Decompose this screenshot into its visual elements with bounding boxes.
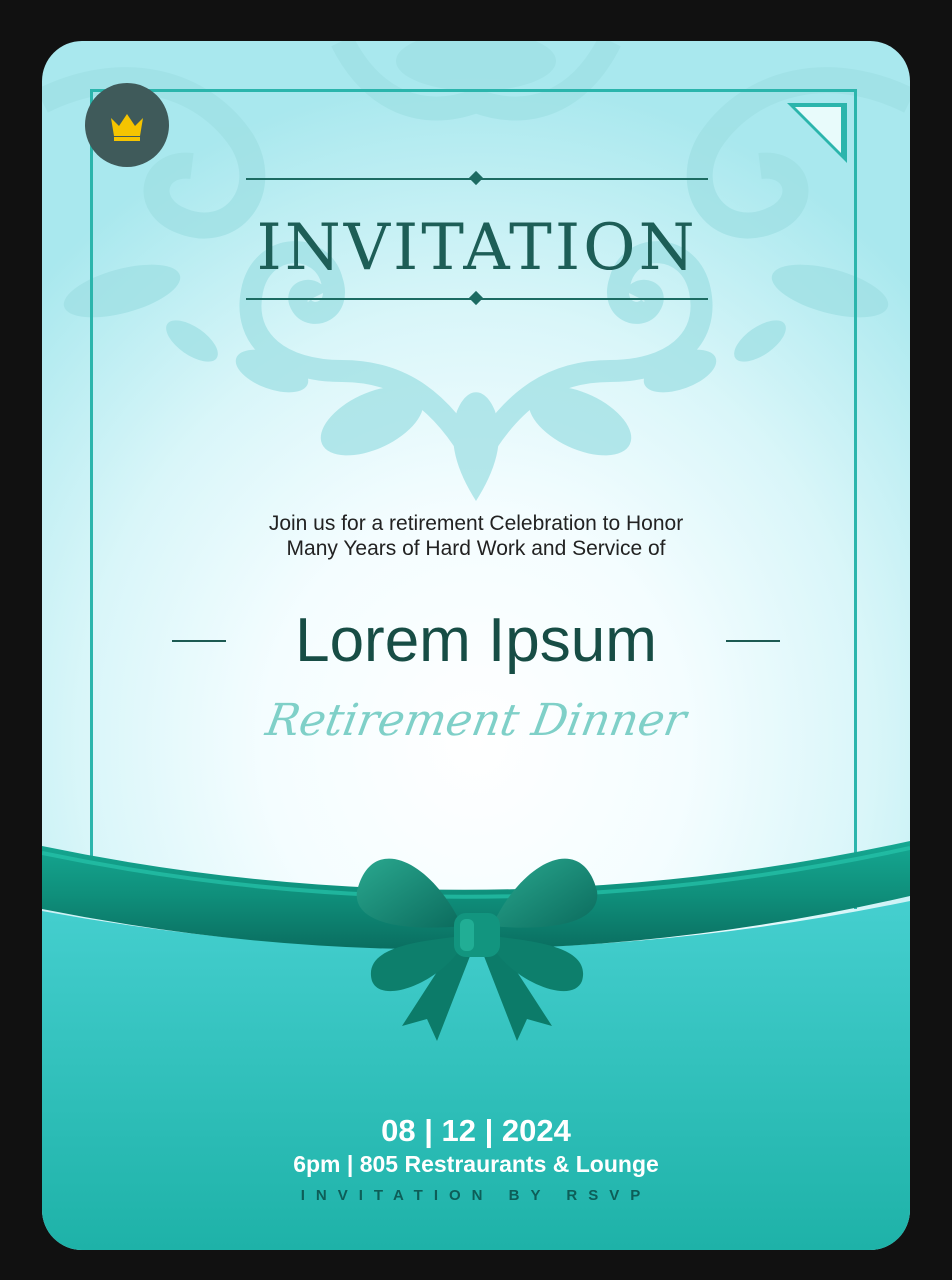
- bow-ornament: [342, 831, 612, 1046]
- intro-text: [162, 511, 790, 561]
- crown-icon: [107, 108, 147, 142]
- honoree-row: [172, 601, 780, 681]
- event-date: 08 | 12 | 2024: [381, 1113, 571, 1148]
- event-subtitle: Retirement Dinner: [262, 695, 691, 746]
- honoree-right-dash: [726, 640, 780, 642]
- invitation-title: INVITATION: [256, 211, 698, 285]
- title-block: [242, 166, 712, 306]
- honoree-left-dash: [172, 640, 226, 642]
- title-top-diamond: [469, 171, 483, 185]
- intro-line-1: Join us for a retirement Celebration to Honor: [268, 512, 684, 535]
- intro-line-2: Many Years of Hard Work and Service of: [286, 537, 666, 560]
- honoree-name: Lorem Ipsum: [295, 606, 657, 675]
- event-venue: 6pm | 805 Restraurants & Lounge: [293, 1151, 659, 1177]
- title-bottom-diamond: [469, 291, 483, 305]
- rsvp-note: INVITATION BY RSVP: [300, 1187, 652, 1204]
- premium-badge[interactable]: [85, 83, 169, 167]
- invitation-card: [42, 41, 910, 1250]
